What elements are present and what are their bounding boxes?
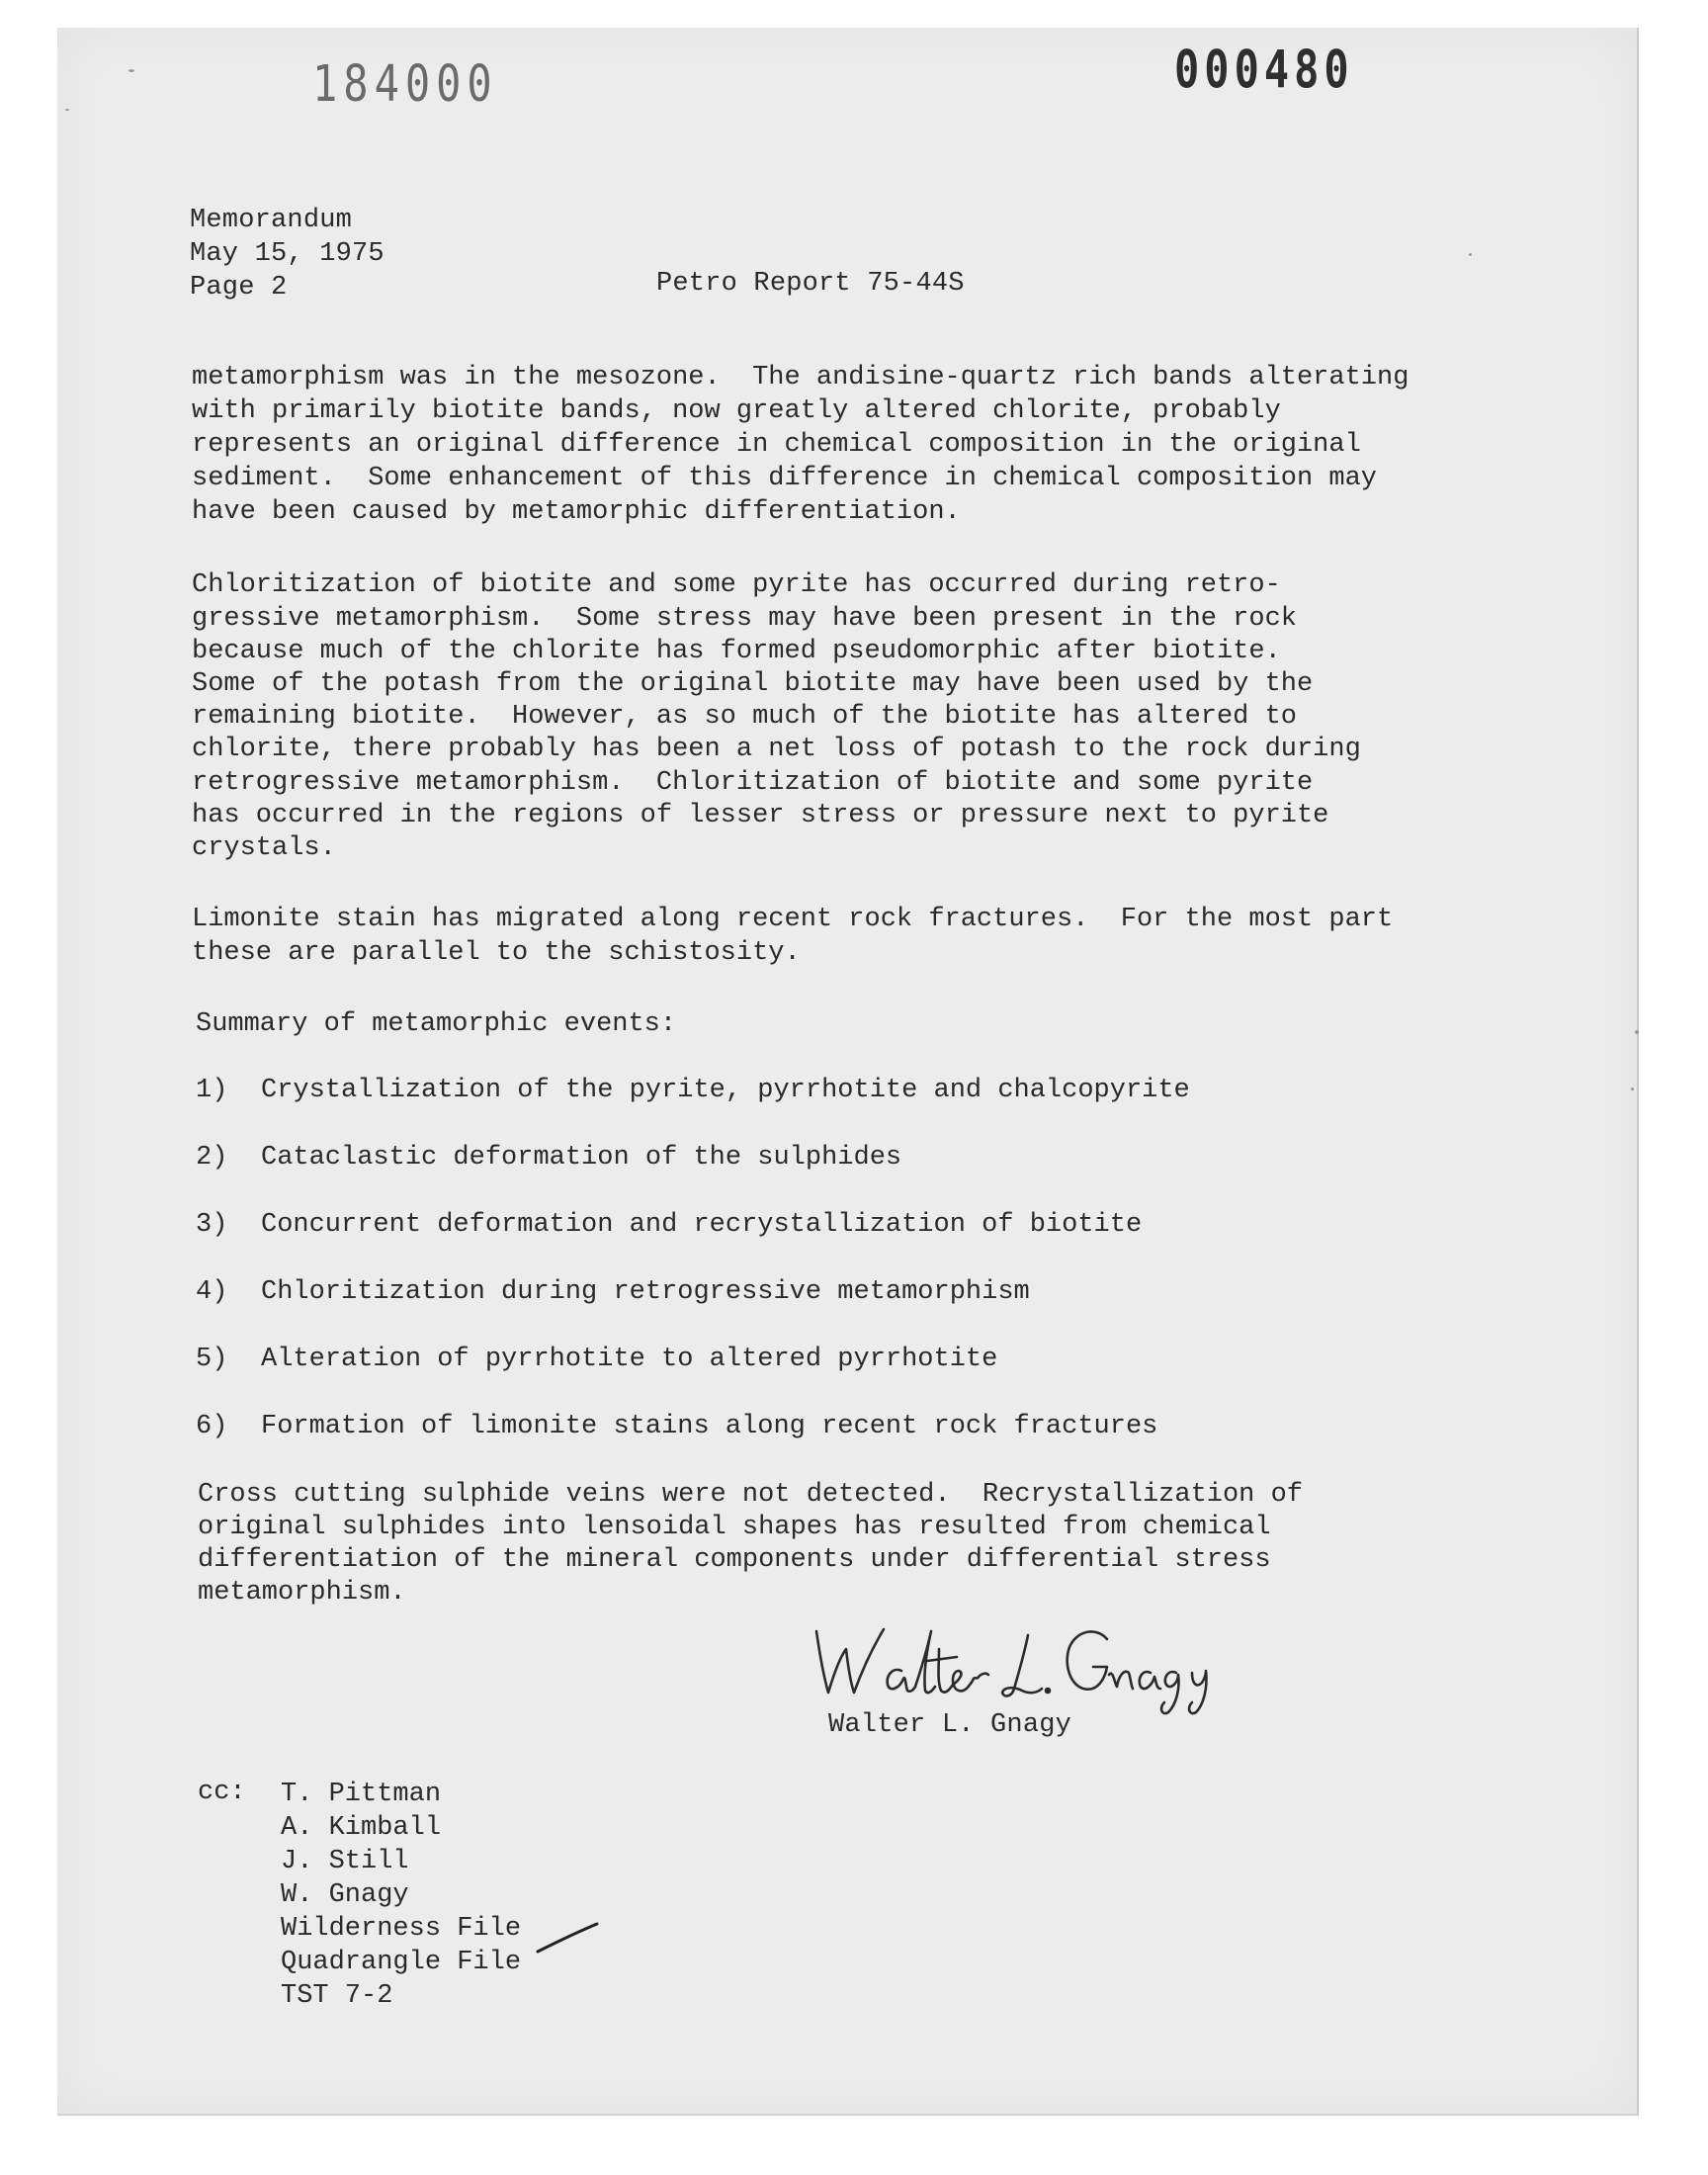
paragraph-line: gressive metamorphism. Some stress may have been present in the rock — [192, 604, 1297, 634]
pen-check-mark — [534, 1918, 603, 1958]
list-item — [196, 1410, 1157, 1443]
list-item — [196, 1275, 1030, 1309]
memo-date: May 15, 1975 — [190, 239, 384, 269]
list-number: 5) — [196, 1345, 228, 1374]
cc-recipient: J. Still — [281, 1847, 409, 1876]
stamp-number-left: 184000 — [312, 54, 498, 113]
paragraph-line: chlorite, there probably has been a net loss of potash to the rock during — [192, 735, 1361, 764]
scan-speck — [65, 109, 69, 111]
cc-recipient: A. Kimball — [281, 1813, 442, 1843]
paragraph-line: has occurred in the regions of lesser stress or pressure next to pyrite — [192, 801, 1329, 830]
paragraph-line: crystals. — [192, 833, 336, 863]
paragraph-line: remaining biotite. However, as so much of the biotite has altered to — [192, 702, 1297, 732]
handwritten-signature — [811, 1610, 1226, 1718]
list-number: 6) — [196, 1412, 228, 1441]
cc-recipient: TST 7-2 — [281, 1981, 393, 2011]
paragraph-line: retrogressive metamorphism. Chloritization of biotite and some pyrite — [192, 768, 1314, 798]
list-item — [196, 1141, 901, 1174]
list-number: 3) — [196, 1210, 228, 1240]
list-number: 2) — [196, 1143, 228, 1173]
paragraph-line: Chloritization of biotite and some pyrite has occurred during retro- — [192, 570, 1281, 600]
cc-recipient-list — [281, 1778, 521, 2013]
paragraph-line: original sulphides into lensoidal shapes has resulted from chemical — [198, 1513, 1271, 1542]
paragraph-line: these are parallel to the schistosity. — [192, 938, 801, 968]
list-text: Concurrent deformation and recrystallization of biotite — [261, 1210, 1143, 1240]
report-title: Petro Report 75-44S — [656, 269, 965, 299]
stamp-number-right: 000480 — [1174, 39, 1354, 101]
typed-signature-name: Walter L. Gnagy — [828, 1710, 1072, 1740]
cc-label: cc: — [198, 1778, 246, 1807]
scan-speck — [1631, 1088, 1634, 1090]
scan-speck — [1469, 253, 1472, 256]
paragraph-line: Limonite stain has migrated along recent rock fractures. For the most part — [192, 905, 1394, 934]
list-item — [196, 1208, 1142, 1242]
paragraph-line: with primarily biotite bands, now greatly altered chlorite, probably — [192, 396, 1281, 426]
scan-speck — [128, 69, 134, 72]
scan-speck — [1635, 1030, 1639, 1034]
list-item — [196, 1343, 997, 1376]
paragraph-line: have been caused by metamorphic differentiation. — [192, 497, 961, 527]
list-item — [196, 1074, 1190, 1107]
paragraph-line: sediment. Some enhancement of this difference in chemical composition may — [192, 464, 1377, 493]
paragraph-line: because much of the chlorite has formed pseudomorphic after biotite. — [192, 637, 1281, 666]
paragraph-line: metamorphism. — [198, 1578, 406, 1608]
cc-recipient: Wilderness File — [281, 1914, 522, 1944]
paragraph-line: Some of the potash from the original biotite may have been used by the — [192, 669, 1314, 699]
list-text: Chloritization during retrogressive metamorphism — [261, 1277, 1030, 1307]
paragraph-line: represents an original difference in chemical composition in the original — [192, 430, 1361, 460]
cc-recipient: W. Gnagy — [281, 1880, 409, 1910]
list-number: 4) — [196, 1277, 228, 1307]
list-text: Alteration of pyrrhotite to altered pyrrhotite — [261, 1345, 998, 1374]
page-number: Page 2 — [190, 273, 288, 303]
paragraph-line: metamorphism was in the mesozone. The andisine-quartz rich bands alterating — [192, 363, 1409, 392]
list-text: Cataclastic deformation of the sulphides — [261, 1143, 902, 1173]
list-number: 1) — [196, 1076, 228, 1105]
memo-label: Memorandum — [190, 206, 353, 235]
paragraph-line: Cross cutting sulphide veins were not detected. Recrystallization of — [198, 1480, 1303, 1510]
summary-heading: Summary of metamorphic events: — [196, 1009, 677, 1039]
list-text: Crystallization of the pyrite, pyrrhotite and chalcopyrite — [261, 1076, 1190, 1105]
list-text: Formation of limonite stains along recent rock fractures — [261, 1412, 1158, 1441]
paragraph-line: differentiation of the mineral components under differential stress — [198, 1545, 1271, 1575]
cc-recipient: T. Pittman — [281, 1780, 442, 1809]
cc-recipient: Quadrangle File — [281, 1948, 522, 1977]
